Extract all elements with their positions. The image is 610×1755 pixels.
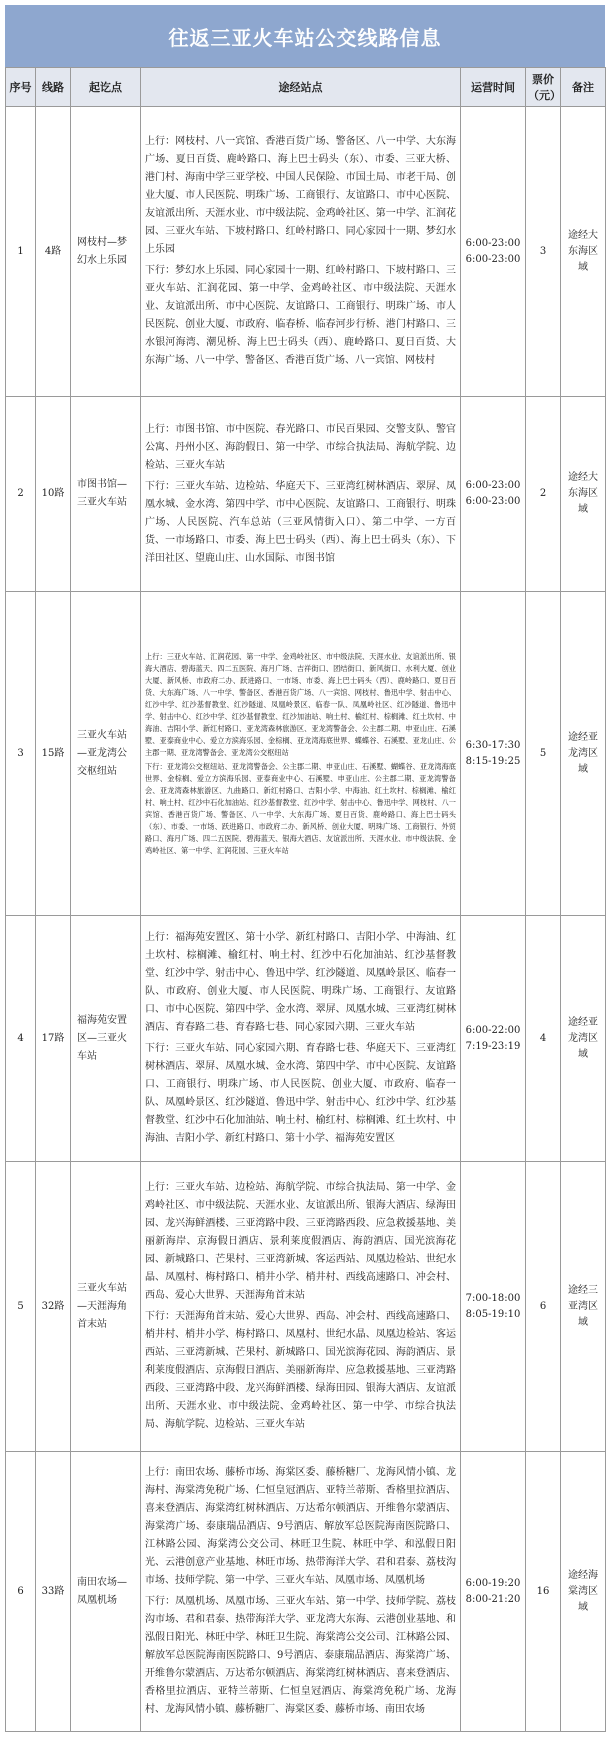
row-endpoints: 三亚火车站—亚龙湾公交枢纽站 (71, 592, 141, 916)
time-up: 6:00-23:00 (465, 237, 521, 249)
row-line: 15路 (36, 592, 71, 916)
down-stops: 下行：亚龙湾公交枢纽站、亚龙湾警备会、公主郡二期、申亚山庄、石溪墅、蝴蝶谷、亚龙湾海底世界、金棕榈、爱立方滨海乐园、亚泰商业中心、石溪墅、申亚山庄、公主郡二期、亚龙湾警备会、亚龙湾森林旅游区、九曲路口、新红村路口、吉阳小学、中海油、红土坎村、棕榈滩、榆红村、响土村、红沙中石化加油站、红沙基督教堂、红沙中学、射击中心、鲁迅中学、网枝村、八一宾馆、香港百货广场、警备区、八一中学、大东海广场、夏日百货、鹿岭路口、海上巴士码头（东）、市委、一市场、跃进路口、市政府二办、新风桥、创业大厦、明珠广场、工商银行、外贸路口、海月广场、四二五医院、碧海蓝天、银海大酒店、友谊派出所、天涯水业、市中级法院、金鸡岭社区、第一中学、汇润花园、三亚火车站 (145, 761, 456, 855)
row-note: 途经大东海区域 (561, 107, 606, 397)
row-no: 4 (6, 916, 36, 1162)
row-endpoints: 市图书馆—三亚火车站 (71, 397, 141, 592)
header-note: 备注 (561, 68, 606, 107)
row-no: 5 (6, 1162, 36, 1452)
row-fare: 16 (526, 1452, 561, 1732)
row-time (461, 916, 526, 1162)
row-no: 6 (6, 1452, 36, 1732)
row-endpoints: 网枝村—梦幻水上乐园 (71, 107, 141, 397)
table-row (6, 916, 606, 1162)
row-line: 32路 (36, 1162, 71, 1452)
down-stops: 下行：凤凰机场、凤凰市场、三亚火车站、第一中学、技师学院、荔枝沟市场、君和君泰、热带海洋大学、亚龙湾大东海、云港创业基地、和泓假日阳光、林旺中学、林旺卫生院、海棠湾公交公司、江林路公园、解放军总医院海南医院路口、9号酒店、泰康瑞品酒店、海棠湾广场、开维鲁尔蒙酒店、万达希尔顿酒店、海棠湾红树林酒店、喜来登酒店、香格里拉酒店、亚特兰蒂斯、仁恒皇冠酒店、海棠湾免税广场、龙海村、龙海风情小镇、藤桥糖厂、海棠区委、藤桥市场、南田农场 (145, 1596, 456, 1715)
header-fare: 票价（元） (526, 68, 561, 107)
time-up: 6:00-23:00 (465, 480, 521, 491)
row-note: 途经亚龙湾区域 (561, 592, 606, 916)
header-endpoints: 起讫点 (71, 68, 141, 107)
up-stops: 上行：网枝村、八一宾馆、香港百货广场、警备区、八一中学、大东海广场、夏日百货、鹿岭路口、海上巴士码头（东）、市委、三亚大桥、港门村、海南中学三亚学校、中国人民保险、市国土局、市老干局、创业大厦、市人民医院、明珠广场、工商银行、友谊路口、市中心医院、友谊派出所、天涯水业、市中级法院、金鸡岭社区、第一中学、汇润花园、三亚火车站、下坡村路口、红岭村路口、同心家园十一期、梦幻水上乐园 (145, 136, 456, 255)
time-down: 6:00-23:00 (465, 253, 521, 265)
row-line: 4路 (36, 107, 71, 397)
row-stops (141, 107, 461, 397)
header-line: 线路 (36, 68, 71, 107)
row-line: 33路 (36, 1452, 71, 1732)
down-stops: 下行：三亚火车站、同心家园六期、育春路七巷、华庭天下、三亚湾红树林酒店、翠屏、凤凰水城、金水湾、第四中学、市中心医院、友谊路口、工商银行、明珠广场、市人民医院、创业大厦、市政府、临春一队、凤凰岭景区、红沙隧道、鲁迅中学、射击中心、红沙中学、红沙基督教堂、红沙中石化加油站、响土村、榆红村、棕榈滩、红土坎村、中海油、吉阳小学、新红村路口、第十小学、福海苑安置区 (145, 1043, 456, 1144)
row-note: 途经亚龙湾区域 (561, 916, 606, 1162)
row-no: 1 (6, 107, 36, 397)
table-row (6, 397, 606, 592)
header-stops: 途经站点 (141, 68, 461, 107)
row-note: 途经海棠湾区域 (561, 1452, 606, 1732)
row-endpoints: 三亚火车站—天涯海角首末站 (71, 1162, 141, 1452)
time-down: 8:05-19:10 (465, 1308, 521, 1320)
down-stops: 下行：天涯海角首末站、爱心大世界、西岛、冲会村、西线高速路口、梢井村、梢井小学、梅村路口、凤凰村、世纪水晶、凤凰边检站、客运西站、三亚湾新城、芒果村、新城路口、国光滨海花园、海韵酒店、景利莱度假酒店、京海假日酒店、美丽新海岸、应急救援基地、三亚湾路西段、三亚湾路中段、龙兴海鲜酒楼、绿海田园、银海大酒店、友谊派出所、天涯水业、市中级法院、金鸡岭社区、第一中学、市综合执法局、海航学院、边检站、三亚火车站 (145, 1311, 456, 1430)
row-endpoints: 福海苑安置区—三亚火车站 (71, 916, 141, 1162)
up-stops: 上行：三亚火车站、边检站、海航学院、市综合执法局、第一中学、金鸡岭社区、市中级法院、天涯水业、友谊派出所、银海大酒店、绿海田园、龙兴海鲜酒楼、三亚湾路中段、三亚湾路西段、应急救援基地、美丽新海岸、京海假日酒店、景利莱度假酒店、海韵酒店、国光滨海花园、新城路口、芒果村、三亚湾新城、客运西站、凤凰边检站、世纪水晶、凤凰村、梅村路口、梢井小学、梢井村、西线高速路口、冲会村、西岛、爱心大世界、天涯海角首末站 (145, 1182, 456, 1301)
row-fare: 6 (526, 1162, 561, 1452)
row-stops (141, 592, 461, 916)
time-up: 7:00-18:00 (465, 1292, 521, 1304)
row-no: 3 (6, 592, 36, 916)
time-down: 6:00-23:00 (465, 496, 521, 507)
time-up: 6:00-19:20 (465, 1577, 521, 1589)
time-up: 6:00-22:00 (465, 1024, 521, 1036)
header-no: 序号 (6, 68, 36, 107)
table-header-row (6, 68, 606, 107)
row-line: 10路 (36, 397, 71, 592)
row-fare: 2 (526, 397, 561, 592)
down-stops: 下行：三亚火车站、边检站、华庭天下、三亚湾红树林酒店、翠屏、凤凰水城、金水湾、第四中学、市中心医院、友谊路口、工商银行、明珠广场、人民医院、汽车总站（三亚风情街入口）、第二中学、一方百货、一市场路口、市委、海上巴士码头（西）、海上巴士码头（东）、下洋田社区、望鹿山庄、山水国际、市图书馆 (145, 480, 456, 564)
row-line: 17路 (36, 916, 71, 1162)
row-time (461, 1452, 526, 1732)
row-endpoints: 南田农场—凤凰机场 (71, 1452, 141, 1732)
row-time (461, 107, 526, 397)
time-down: 8:00-21:20 (465, 1593, 521, 1605)
page-title: 往返三亚火车站公交线路信息 (5, 5, 605, 67)
row-time (461, 397, 526, 592)
time-down: 8:15-19:25 (465, 755, 521, 767)
row-stops (141, 1162, 461, 1452)
row-no: 2 (6, 397, 36, 592)
row-note: 途经大东海区域 (561, 397, 606, 592)
table-row (6, 107, 606, 397)
header-time: 运营时间 (461, 68, 526, 107)
up-stops: 上行：三亚火车站、汇润花园、第一中学、金鸡岭社区、市中级法院、天涯水业、友谊派出所、银海大酒店、碧海蓝天、四二五医院、海月广场、吉祥街口、团结街口、新风街口、水利大厦、创业大厦、新风桥、市政府二办、跃进路口、一市场、市委、海上巴士码头（西）、鹿岭路口、夏日百货、大东海广场、八一中学、警备区、香港百货广场、八一宾馆、网枝村、鲁迅中学、射击中心、红沙中学、红沙基督教堂、红沙隧道、凤凰岭景区、临春一队、凤凰岭社区、红沙隧道、鲁迅中学、射击中心、红沙中学、红沙基督教堂、红沙加油站、响土村、榆红村、棕榈滩、红土坎村、中海油、吉阳小学、新红村路口、亚龙湾森林旅游区、亚龙湾警备会、公主郡二期、申亚山庄、石溪墅、亚泰商业中心、爱立方滨海乐园、金棕榈、亚龙湾海底世界、蝶蝶谷、石溪墅、亚龙山庄、公主郡一期、亚龙湾警备会、亚龙湾公交枢纽站 (145, 651, 456, 757)
row-fare: 3 (526, 107, 561, 397)
up-stops: 上行：福海苑安置区、第十小学、新红村路口、吉阳小学、中海油、红土坎村、棕榈滩、榆红村、响土村、红沙中石化加油站、红沙基督教堂、红沙中学、射击中心、鲁迅中学、红沙隧道、凤凰岭景区、临春一队、市政府、创业大厦、市人民医院、明珠广场、工商银行、友谊路口、市中心医院、第四中学、金水湾、翠屏、凤凰水城、三亚湾红树林酒店、育春路二巷、育春路七巷、同心家园六期、三亚火车站 (145, 932, 456, 1033)
row-fare: 5 (526, 592, 561, 916)
row-time (461, 592, 526, 916)
up-stops: 上行：南田农场、藤桥市场、海棠区委、藤桥糖厂、龙海风情小镇、龙海村、海棠湾免税广场、仁恒皇冠酒店、亚特兰蒂斯、香格里拉酒店、喜来登酒店、海棠湾红树林酒店、万达希尔顿酒店、开维鲁尔蒙酒店、海棠湾广场、泰康瑞品酒店、9号酒店、解放军总医院海南医院路口、江林路公园、海棠湾公交公司、林旺卫生院、林旺中学、和泓假日阳光、云港创意产业基地、林旺市场、热带海洋大学、君和君泰、荔枝沟市场、技师学院、第一中学、三亚火车站、凤凰市场、凤凰机场 (145, 1467, 456, 1586)
row-stops (141, 1452, 461, 1732)
row-time (461, 1162, 526, 1452)
table-row (6, 1162, 606, 1452)
table-row (6, 1452, 606, 1732)
row-stops (141, 397, 461, 592)
row-note: 途经三亚湾区域 (561, 1162, 606, 1452)
bus-route-table (5, 67, 606, 1732)
down-stops: 下行：梦幻水上乐园、同心家园十一期、红岭村路口、下坡村路口、三亚火车站、汇润花园、第一中学、金鸡岭社区、市中级法院、天涯水业、友谊派出所、市中心医院、友谊路口、工商银行、明珠广场、市人民医院、创业大厦、市政府、临春桥、临春河步行桥、港门村路口、三水银河海湾、潮见桥、海上巴士码头（西）、鹿岭路口、夏日百货、大东海广场、八一中学、警备区、香港百货广场、八一宾馆、网枝村 (145, 265, 456, 366)
row-stops (141, 916, 461, 1162)
row-fare: 4 (526, 916, 561, 1162)
time-down: 7:19-23:19 (465, 1040, 521, 1052)
up-stops: 上行：市图书馆、市中医院、春光路口、市民百果园、交警支队、警官公寓、丹州小区、海韵假日、第一中学、市综合执法局、海航学院、边检站、三亚火车站 (145, 423, 456, 471)
time-up: 6:30-17:30 (465, 739, 521, 751)
table-row (6, 592, 606, 916)
